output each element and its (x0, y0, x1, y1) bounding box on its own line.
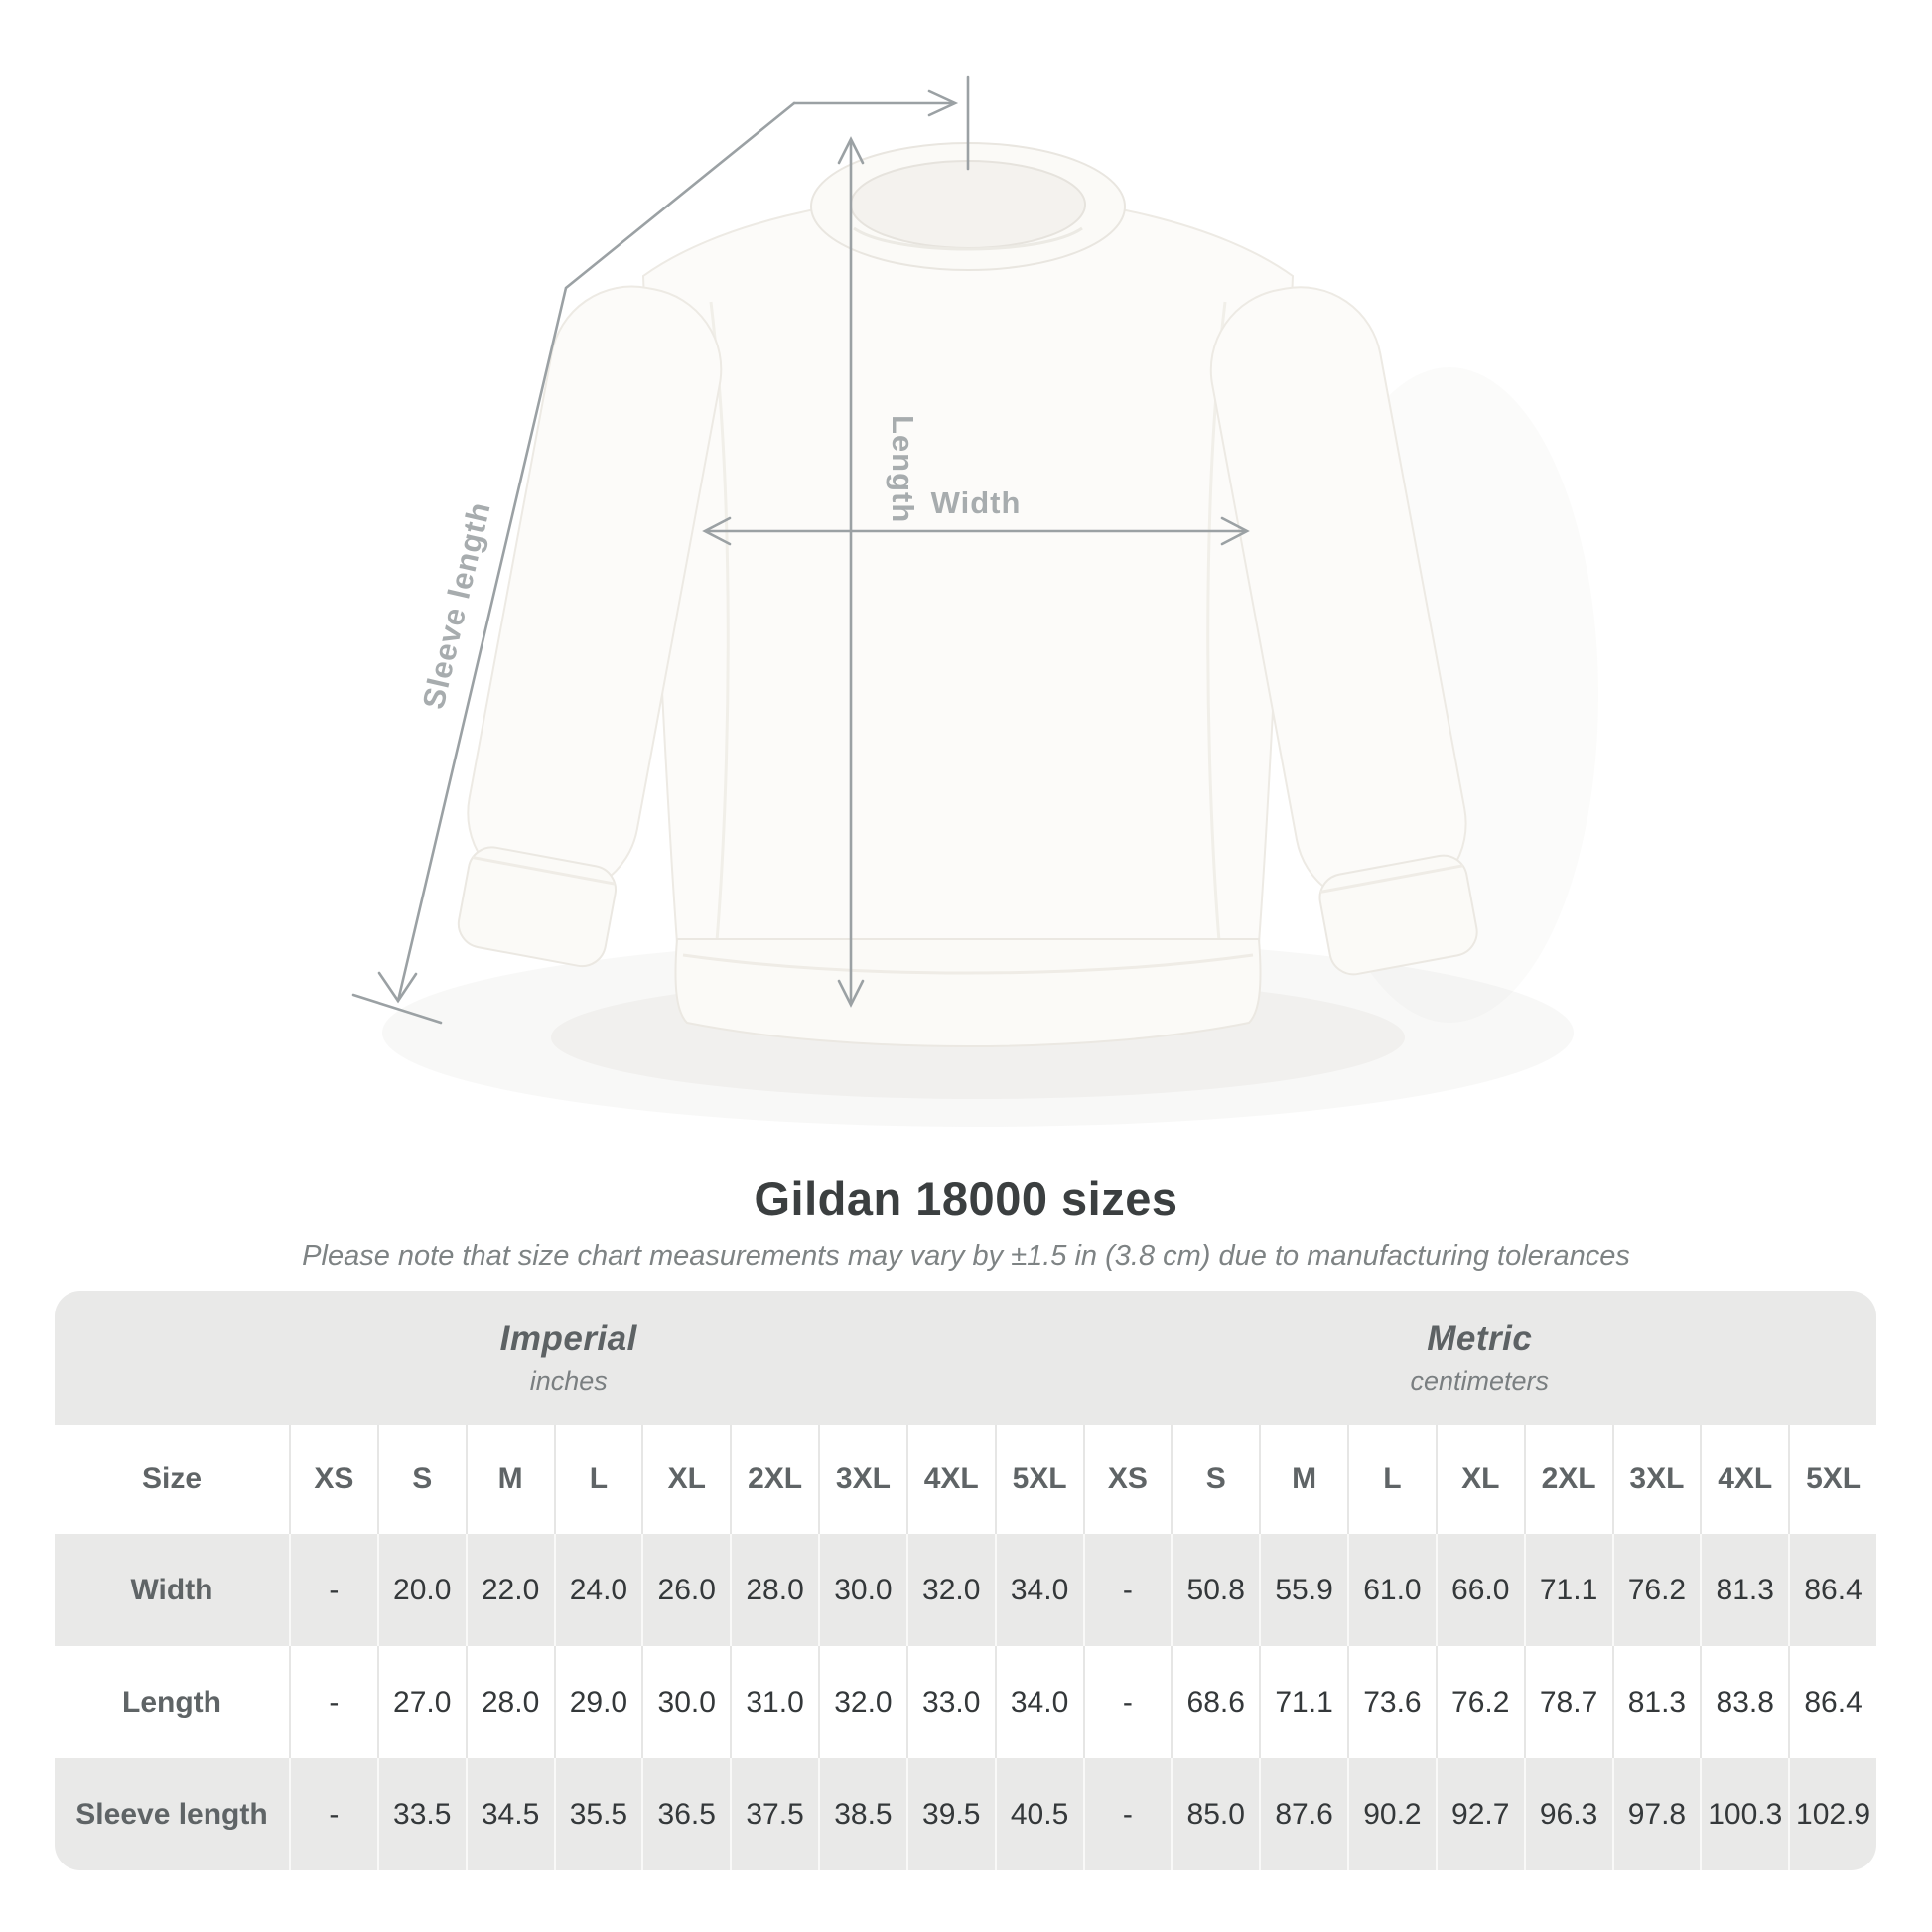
value-cell: 26.0 (641, 1534, 730, 1646)
value-cell: 38.5 (818, 1758, 906, 1870)
size-row-header: Size (55, 1425, 289, 1534)
value-cell: 30.0 (818, 1534, 906, 1646)
row-label-width: Width (55, 1534, 289, 1646)
value-cell: 66.0 (1436, 1534, 1524, 1646)
length-dimension-label: Length (886, 415, 920, 524)
value-cell: - (1083, 1758, 1172, 1870)
value-cell: - (289, 1646, 377, 1758)
value-cell: - (1083, 1646, 1172, 1758)
value-cell: 100.3 (1700, 1758, 1788, 1870)
size-header-cell-metric-4xl: 4XL (1700, 1425, 1788, 1534)
value-cell: 55.9 (1259, 1534, 1347, 1646)
metric-header (1083, 1291, 1877, 1425)
value-cell: 68.6 (1171, 1646, 1259, 1758)
size-header-cell-imperial-3xl: 3XL (818, 1425, 906, 1534)
value-cell: 36.5 (641, 1758, 730, 1870)
value-cell: 76.2 (1612, 1534, 1701, 1646)
width-dimension-label: Width (930, 485, 1022, 520)
value-cell: - (1083, 1534, 1172, 1646)
size-header-cell-imperial-2xl: 2XL (730, 1425, 818, 1534)
value-cell: 29.0 (554, 1646, 642, 1758)
value-cell: 83.8 (1700, 1646, 1788, 1758)
imperial-label: Imperial (499, 1318, 637, 1358)
value-cell: 40.5 (995, 1758, 1083, 1870)
value-cell: 50.8 (1171, 1534, 1259, 1646)
value-cell: 81.3 (1612, 1646, 1701, 1758)
imperial-unit: inches (529, 1365, 608, 1396)
size-header-cell-imperial-m: M (466, 1425, 554, 1534)
value-cell: 39.5 (906, 1758, 995, 1870)
row-label-length: Length (55, 1646, 289, 1758)
value-cell: 31.0 (730, 1646, 818, 1758)
size-header-cell-metric-xs: XS (1083, 1425, 1172, 1534)
value-cell: - (289, 1758, 377, 1870)
size-header-cell-imperial-5xl: 5XL (995, 1425, 1083, 1534)
size-header-cell-imperial-xl: XL (641, 1425, 730, 1534)
size-header-cell-metric-3xl: 3XL (1612, 1425, 1701, 1534)
size-header-cell-metric-2xl: 2XL (1524, 1425, 1612, 1534)
value-cell: 71.1 (1524, 1534, 1612, 1646)
size-header-cell-metric-5xl: 5XL (1788, 1425, 1876, 1534)
value-cell: 86.4 (1788, 1534, 1876, 1646)
value-cell: 34.0 (995, 1646, 1083, 1758)
imperial-header (55, 1291, 1083, 1425)
value-cell: 76.2 (1436, 1646, 1524, 1758)
size-header-cell-metric-l: L (1347, 1425, 1436, 1534)
metric-label: Metric (1427, 1318, 1533, 1358)
value-cell: 86.4 (1788, 1646, 1876, 1758)
value-cell: 22.0 (466, 1534, 554, 1646)
value-cell: 81.3 (1700, 1534, 1788, 1646)
size-header-cell-imperial-s: S (377, 1425, 466, 1534)
value-cell: 35.5 (554, 1758, 642, 1870)
value-cell: 37.5 (730, 1758, 818, 1870)
value-cell: 28.0 (466, 1646, 554, 1758)
value-cell: 90.2 (1347, 1758, 1436, 1870)
value-cell: 87.6 (1259, 1758, 1347, 1870)
row-label-sleeve-length: Sleeve length (55, 1758, 289, 1870)
value-cell: 34.5 (466, 1758, 554, 1870)
tolerance-note: Please note that size chart measurements may vary by ±1.5 in (3.8 cm) due to manufacturing tolerances (302, 1240, 1630, 1272)
value-cell: 34.0 (995, 1534, 1083, 1646)
value-cell: 71.1 (1259, 1646, 1347, 1758)
value-cell: 28.0 (730, 1534, 818, 1646)
sweatshirt-body (643, 195, 1293, 967)
sleeve-length-dimension-label: Sleeve length (415, 497, 497, 713)
value-cell: 33.0 (906, 1646, 995, 1758)
value-cell: 27.0 (377, 1646, 466, 1758)
value-cell: 32.0 (818, 1646, 906, 1758)
metric-unit: centimeters (1410, 1365, 1550, 1396)
value-cell: 61.0 (1347, 1534, 1436, 1646)
size-header-cell-metric-s: S (1171, 1425, 1259, 1534)
size-header-cell-imperial-xs: XS (289, 1425, 377, 1534)
value-cell: 78.7 (1524, 1646, 1612, 1758)
value-cell: 32.0 (906, 1534, 995, 1646)
value-cell: 85.0 (1171, 1758, 1259, 1870)
value-cell: 33.5 (377, 1758, 466, 1870)
size-header-cell-metric-m: M (1259, 1425, 1347, 1534)
value-cell: 30.0 (641, 1646, 730, 1758)
size-header-cell-metric-xl: XL (1436, 1425, 1524, 1534)
value-cell: - (289, 1534, 377, 1646)
value-cell: 73.6 (1347, 1646, 1436, 1758)
value-cell: 92.7 (1436, 1758, 1524, 1870)
value-cell: 97.8 (1612, 1758, 1701, 1870)
sweatshirt-waistband (675, 939, 1260, 1046)
size-header-cell-imperial-4xl: 4XL (906, 1425, 995, 1534)
size-header-cell-imperial-l: L (554, 1425, 642, 1534)
value-cell: 20.0 (377, 1534, 466, 1646)
value-cell: 96.3 (1524, 1758, 1612, 1870)
size-table (55, 1291, 1876, 1870)
value-cell: 24.0 (554, 1534, 642, 1646)
page-title: Gildan 18000 sizes (754, 1173, 1178, 1225)
value-cell: 102.9 (1788, 1758, 1876, 1870)
